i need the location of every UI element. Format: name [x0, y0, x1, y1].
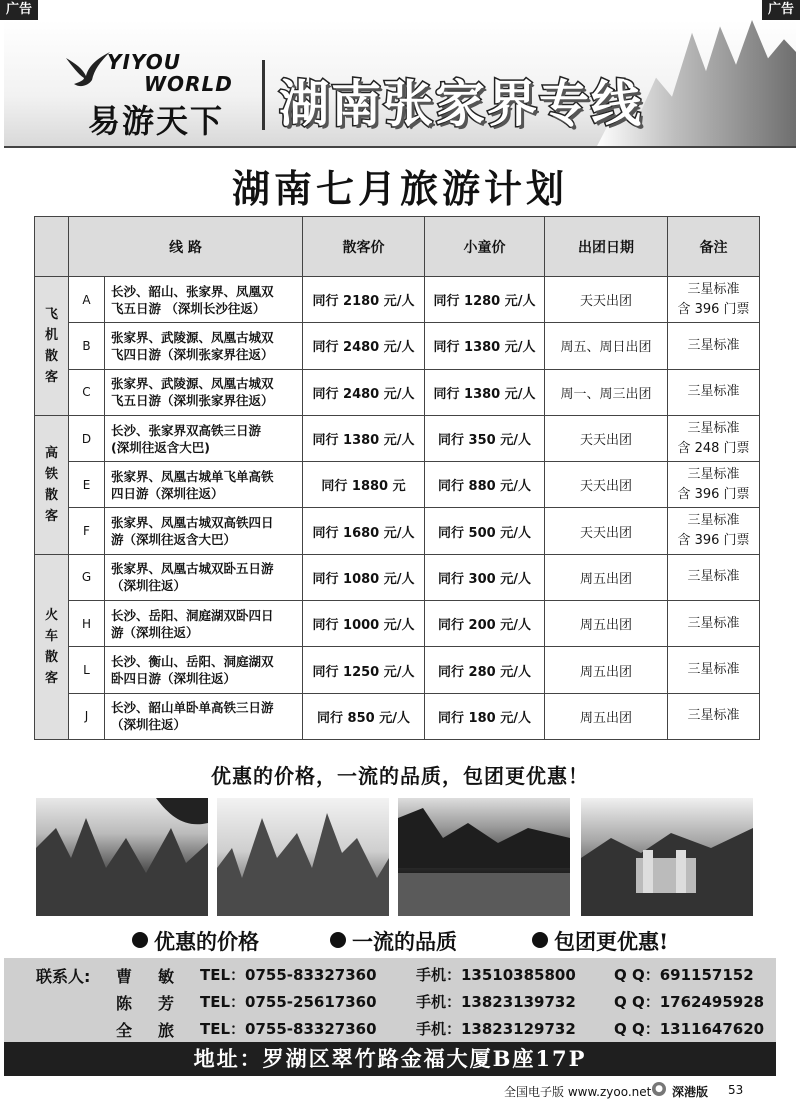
notes: 三星标准 — [668, 323, 760, 369]
bullet-dot-icon — [132, 932, 148, 948]
contact-name: 陈芳 — [116, 994, 201, 1013]
notes: 三星标准 — [668, 601, 760, 647]
adult-price: 同行 1250 元/人 — [303, 647, 425, 693]
feature-bullet: 一流的品质 — [330, 926, 457, 956]
child-price: 同行 180 元/人 — [425, 693, 545, 739]
route-code: B — [69, 323, 105, 369]
departure-date: 天天出团 — [545, 508, 668, 554]
feature-bullets — [0, 926, 800, 952]
group-label: 火车散客 — [35, 554, 69, 739]
notes: 三星标准 — [668, 554, 760, 600]
contact-qq: Q Q：1311647620 — [614, 1020, 765, 1038]
table-row — [35, 415, 760, 461]
table-row — [35, 647, 760, 693]
group-label: 飞机散客 — [35, 277, 69, 416]
route-description: 长沙、岳阳、洞庭湖双卧四日 游（深圳往返） — [105, 601, 303, 647]
page-title: 湖南七月旅游计划 — [231, 167, 568, 211]
contact-row — [4, 1014, 776, 1040]
header-departure-date: 出团日期 — [545, 217, 668, 277]
notes: 三星标准 — [668, 369, 760, 415]
table-row — [35, 508, 760, 554]
page-footer — [0, 1080, 800, 1100]
departure-date: 周五、周日出团 — [545, 323, 668, 369]
ad-label-right: 广告 — [762, 0, 800, 20]
departure-date: 天天出团 — [545, 462, 668, 508]
route-description: 长沙、韶山、张家界、凤凰双 飞五日游 （深圳长沙往返） — [105, 277, 303, 323]
child-price: 同行 1280 元/人 — [425, 277, 545, 323]
route-description: 张家界、凤凰古城双卧五日游 （深圳往返） — [105, 554, 303, 600]
logo-text-en-2: WORLD — [144, 72, 233, 96]
edition-logo-icon: ● — [652, 1082, 666, 1096]
departure-date: 周一、周三出团 — [545, 369, 668, 415]
adult-price: 同行 2180 元/人 — [303, 277, 425, 323]
edition-name: 深港版 — [672, 1085, 709, 1099]
bullet-dot-icon — [330, 932, 346, 948]
child-price: 同行 280 元/人 — [425, 647, 545, 693]
address-bar: 地址：罗湖区翠竹路金福大厦B座17P — [4, 1042, 776, 1076]
route-code: G — [69, 554, 105, 600]
scenery-photo-1 — [36, 798, 208, 916]
feature-bullet: 包团更优惠! — [532, 926, 668, 956]
route-description: 张家界、武陵源、凤凰古城双 飞四日游（深圳张家界往返） — [105, 323, 303, 369]
contact-tel: TEL：0755-83327360 — [200, 1020, 377, 1038]
child-price: 同行 1380 元/人 — [425, 323, 545, 369]
notes: 三星标准 含 396 门票 — [668, 508, 760, 554]
bullet-dot-icon — [532, 932, 548, 948]
route-description: 张家界、凤凰古城单飞单高铁 四日游（深圳往返） — [105, 462, 303, 508]
header-group — [35, 217, 69, 277]
notes: 三星标准 — [668, 693, 760, 739]
route-code: D — [69, 415, 105, 461]
adult-price: 同行 1080 元/人 — [303, 554, 425, 600]
notes: 三星标准 含 396 门票 — [668, 277, 760, 323]
departure-date: 周五出团 — [545, 601, 668, 647]
contact-row — [4, 960, 776, 986]
contact-qq: Q Q：691157152 — [614, 966, 754, 984]
child-price: 同行 200 元/人 — [425, 601, 545, 647]
route-description: 长沙、韶山单卧单高铁三日游 （深圳往返） — [105, 693, 303, 739]
child-price: 同行 350 元/人 — [425, 415, 545, 461]
route-code: J — [69, 693, 105, 739]
table-row — [35, 277, 760, 323]
route-code: E — [69, 462, 105, 508]
header-notes: 备注 — [668, 217, 760, 277]
adult-price: 同行 1680 元/人 — [303, 508, 425, 554]
adult-price: 同行 850 元/人 — [303, 693, 425, 739]
child-price: 同行 300 元/人 — [425, 554, 545, 600]
notes: 三星标准 含 396 门票 — [668, 462, 760, 508]
page-number: 53 — [728, 1083, 744, 1097]
table-row — [35, 369, 760, 415]
table-row — [35, 323, 760, 369]
group-label: 高铁散客 — [35, 415, 69, 554]
contact-panel — [4, 958, 776, 1042]
table-row — [35, 693, 760, 739]
table-row — [35, 462, 760, 508]
ad-label-left: 广告 — [0, 0, 38, 20]
header-route: 线 路 — [69, 217, 303, 277]
route-code: L — [69, 647, 105, 693]
child-price: 同行 1380 元/人 — [425, 369, 545, 415]
route-code: F — [69, 508, 105, 554]
route-description: 长沙、衡山、岳阳、洞庭湖双 卧四日游（深圳往返） — [105, 647, 303, 693]
adult-price: 同行 2480 元/人 — [303, 323, 425, 369]
logo-text-en-1: YIYOU — [107, 50, 181, 74]
contact-mobile: 手机：13823139732 — [416, 993, 576, 1011]
scenery-photo-2 — [217, 798, 389, 916]
header-child-price: 小童价 — [425, 217, 545, 277]
feature-bullet: 优惠的价格 — [132, 926, 259, 956]
header-banner — [4, 20, 796, 148]
scenery-photo-4 — [581, 798, 753, 916]
departure-date: 周五出团 — [545, 554, 668, 600]
notes: 三星标准 含 248 门票 — [668, 415, 760, 461]
contact-name: 全旅 — [116, 1021, 201, 1040]
header-price: 散客价 — [303, 217, 425, 277]
child-price: 同行 500 元/人 — [425, 508, 545, 554]
adult-price: 同行 2480 元/人 — [303, 369, 425, 415]
bird-logo-icon — [64, 50, 112, 90]
table-row — [35, 601, 760, 647]
contact-name: 曹敏 — [116, 967, 201, 986]
contact-tel: TEL：0755-25617360 — [200, 993, 377, 1011]
departure-date: 周五出团 — [545, 647, 668, 693]
route-description: 长沙、张家界双高铁三日游 (深圳往返含大巴) — [105, 415, 303, 461]
scenery-photo-3 — [398, 798, 570, 916]
table-row — [35, 554, 760, 600]
contact-qq: Q Q：1762495928 — [614, 993, 765, 1011]
photo-strip — [36, 798, 756, 916]
departure-date: 周五出团 — [545, 693, 668, 739]
tour-plan-table — [34, 216, 760, 740]
route-code: C — [69, 369, 105, 415]
child-price: 同行 880 元/人 — [425, 462, 545, 508]
edition-text: 全国电子版 www.zyoo.net — [504, 1085, 652, 1099]
logo-divider — [262, 60, 265, 130]
header-title: 湖南张家界专线 — [279, 75, 643, 133]
route-code: H — [69, 601, 105, 647]
notes: 三星标准 — [668, 647, 760, 693]
adult-price: 同行 1380 元/人 — [303, 415, 425, 461]
contact-mobile: 手机：13823129732 — [416, 1020, 576, 1038]
contact-row — [4, 987, 776, 1013]
contact-mobile: 手机：13510385800 — [416, 966, 576, 984]
table-header-row — [35, 217, 760, 277]
adult-price: 同行 1880 元 — [303, 462, 425, 508]
slogan: 优惠的价格，一流的品质，包团更优惠！ — [211, 764, 589, 788]
route-code: A — [69, 277, 105, 323]
contact-tel: TEL：0755-83327360 — [200, 966, 377, 984]
logo-text-cn: 易游天下 — [88, 102, 225, 140]
route-description: 张家界、凤凰古城双高铁四日 游（深圳往返含大巴） — [105, 508, 303, 554]
adult-price: 同行 1000 元/人 — [303, 601, 425, 647]
route-description: 张家界、武陵源、凤凰古城双 飞五日游（深圳张家界往返） — [105, 369, 303, 415]
departure-date: 天天出团 — [545, 415, 668, 461]
departure-date: 天天出团 — [545, 277, 668, 323]
contact-label: 联系人: — [36, 967, 91, 986]
